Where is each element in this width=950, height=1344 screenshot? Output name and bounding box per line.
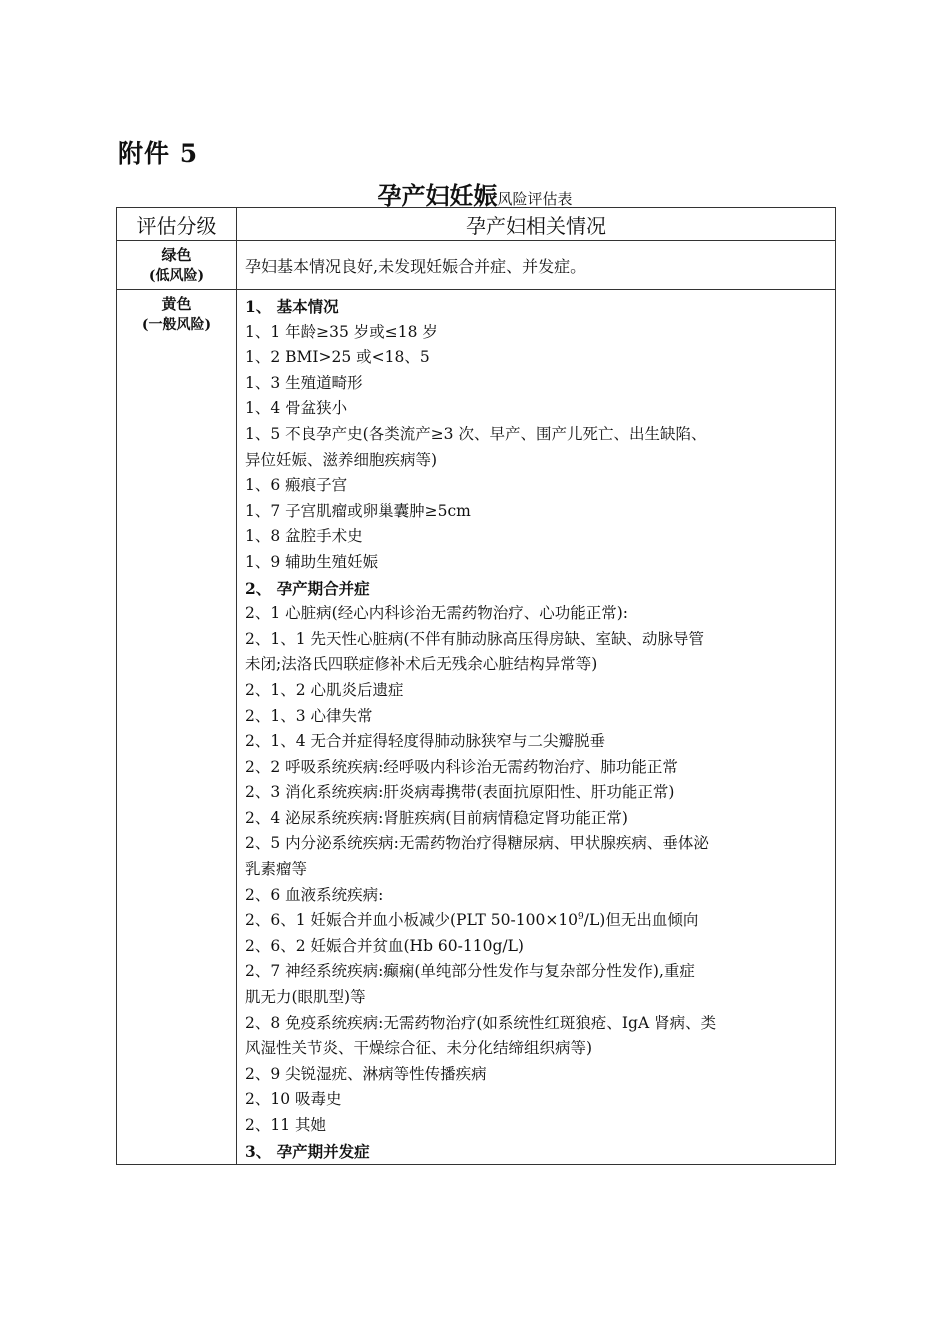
title-sub: 风险评估表: [497, 190, 573, 208]
list-item: 1、1 年龄≥35 岁或≤18 岁: [245, 322, 438, 341]
list-item: 乳素瘤等: [245, 860, 308, 879]
grade-yellow-label: 黄色: [161, 295, 192, 313]
list-item: 2、3 消化系统疾病:肝炎病毒携带(表面抗原阳性、肝功能正常): [245, 783, 675, 802]
grade-cell-yellow: [117, 290, 237, 1165]
superscript: 9: [578, 912, 584, 923]
list-item: 2、7 神经系统疾病:癫痫(单纯部分性发作与复杂部分性发作),重症: [245, 962, 695, 981]
list-item: 2、8 免疫系统疾病:无需药物治疗(如系统性红斑狼疮、IgA 肾病、类: [245, 1013, 717, 1032]
line-text: 2、6、1 妊娠合并血小板减少(PLT 50-100×10: [245, 911, 579, 930]
header-grade: 评估分级: [117, 208, 237, 241]
list-item: [245, 908, 827, 934]
list-item: 2、2 呼吸系统疾病:经呼吸内科诊治无需药物治疗、肺功能正常: [245, 757, 678, 776]
table-header-row: [117, 208, 836, 241]
list-item: 1、4 骨盆狭小: [245, 399, 348, 418]
list-item: 2、9 尖锐湿疣、淋病等性传播疾病: [245, 1064, 487, 1083]
grade-yellow-sub: (一般风险): [141, 317, 212, 333]
document-title: [116, 176, 834, 211]
grade-green-sub: (低风险): [148, 268, 205, 284]
list-item: 1、9 辅助生殖妊娠: [245, 552, 379, 571]
list-item: 1、7 子宫肌瘤或卵巢囊肿≥5cm: [245, 501, 471, 520]
list-item: 2、1、3 心律失常: [245, 706, 373, 725]
list-item: 2、10 吸毒史: [245, 1090, 342, 1109]
table-row-yellow: [117, 290, 836, 1165]
section-heading: 1、 基本情况: [245, 297, 339, 316]
header-situation: 孕产妇相关情况: [237, 208, 836, 241]
list-item: 1、5 不良孕产史(各类流产≥3 次、早产、围产儿死亡、出生缺陷、: [245, 424, 707, 443]
list-item: 2、1、1 先天性心脏病(不伴有肺动脉高压得房缺、室缺、动脉导管: [245, 629, 705, 648]
list-item: 1、6 瘢痕子宫: [245, 476, 348, 495]
list-item: 2、1、2 心肌炎后遗症: [245, 680, 404, 699]
yellow-content-cell: [237, 290, 836, 1165]
table-row-green: [117, 241, 836, 290]
list-item: 2、6 血液系统疾病:: [245, 885, 384, 904]
list-item: 1、2 BMI>25 或<18、5: [245, 348, 430, 367]
list-item: 1、8 盆腔手术史: [245, 527, 363, 546]
green-description: 孕妇基本情况良好,未发现妊娠合并症、并发症。: [237, 241, 836, 290]
section-heading: 3、 孕产期并发症: [245, 1141, 370, 1161]
list-item: 2、5 内分泌系统疾病:无需药物治疗得糖尿病、甲状腺疾病、垂体泌: [245, 834, 709, 853]
section-heading: 2、 孕产期合并症: [245, 578, 370, 598]
risk-assessment-table: [116, 207, 836, 1165]
title-main: 孕产妇妊娠: [377, 181, 498, 210]
grade-green-label: 绿色: [161, 246, 192, 264]
list-item: 肌无力(眼肌型)等: [245, 988, 366, 1007]
list-item: 异位妊娠、滋养细胞疾病等): [245, 450, 438, 469]
list-item: 2、6、2 妊娠合并贫血(Hb 60-110g/L): [245, 936, 524, 955]
line-text: /L)但无出血倾向: [583, 911, 699, 930]
list-item: 未闭;法洛氏四联症修补术后无残余心脏结构异常等): [245, 655, 598, 674]
grade-cell-green: [117, 241, 237, 290]
list-item: 2、11 其她: [245, 1116, 327, 1134]
list-item: 2、4 泌尿系统疾病:肾脏疾病(目前病情稳定肾功能正常): [245, 808, 628, 827]
attachment-label: 附件 5: [118, 139, 199, 168]
list-item: 2、1 心脏病(经心内科诊治无需药物治疗、心功能正常):: [245, 604, 628, 623]
list-item: 1、3 生殖道畸形: [245, 373, 363, 392]
list-item: 风湿性关节炎、干燥综合征、未分化结缔组织病等): [245, 1039, 593, 1058]
list-item: 2、1、4 无合并症得轻度得肺动脉狭窄与二尖瓣脱垂: [245, 732, 606, 751]
